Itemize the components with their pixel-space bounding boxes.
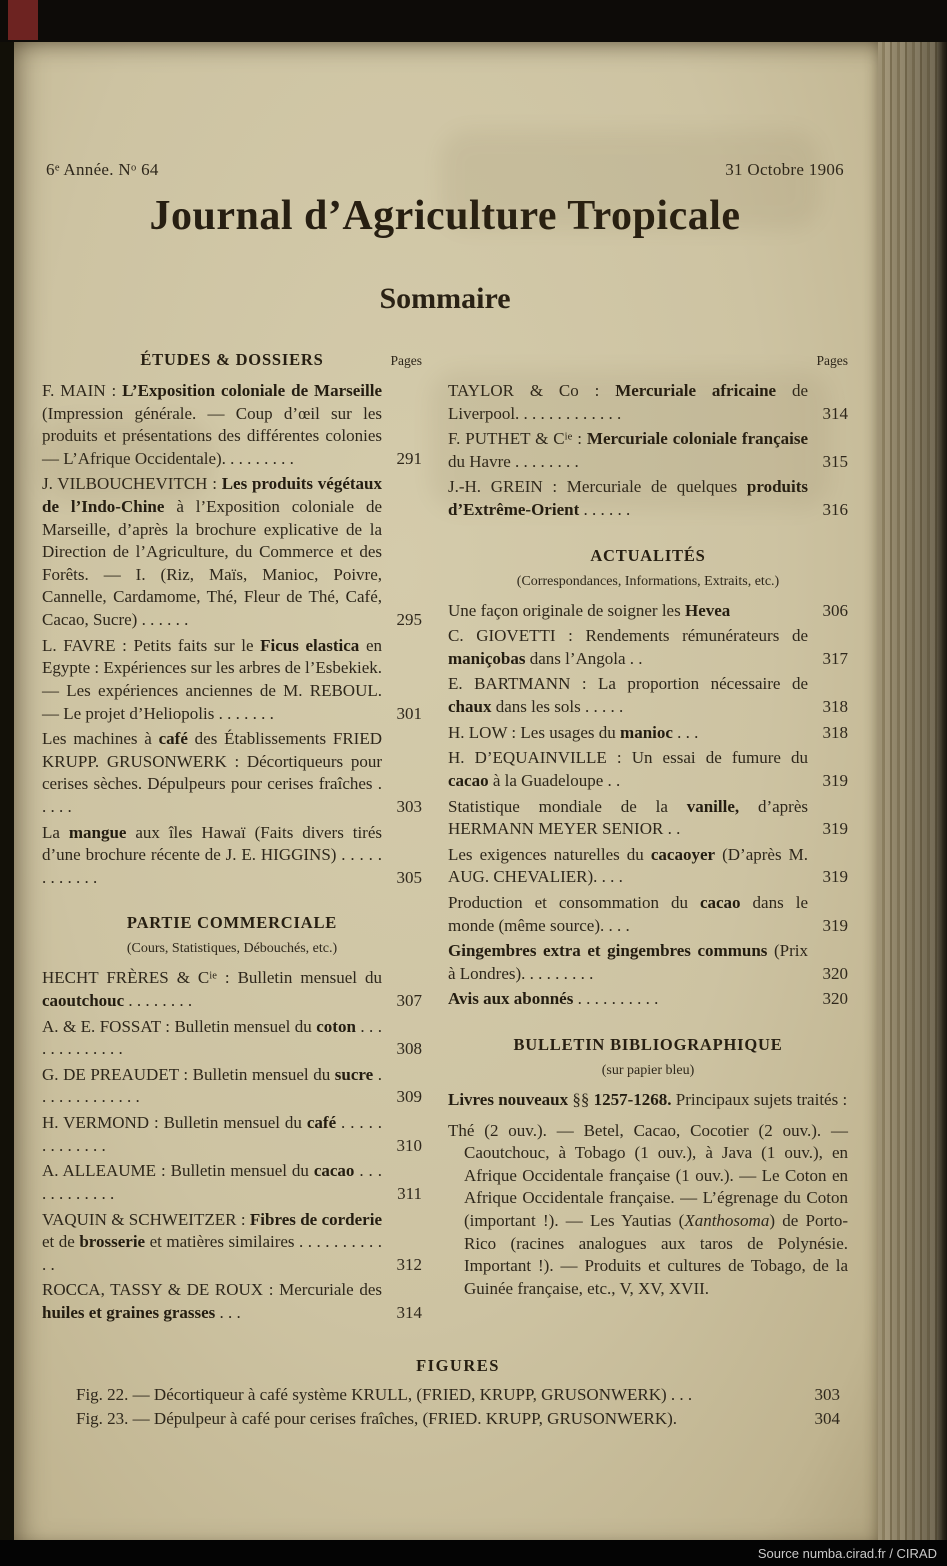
section-header bbox=[42, 913, 422, 933]
text-segment: manioc bbox=[620, 722, 673, 742]
toc-entry bbox=[42, 473, 422, 631]
entry-page-number: 317 bbox=[822, 648, 848, 668]
toc-entry bbox=[42, 380, 422, 470]
entry-text bbox=[42, 968, 382, 1010]
text-segment: et matières similaires . . . . . . . . . . . . bbox=[42, 1232, 382, 1274]
text-segment: Mercuriale africaine bbox=[615, 381, 777, 400]
text-segment: cacao bbox=[448, 770, 489, 790]
text-segment: à l’Exposition coloniale de Marseille, d’après la brochure explicative de la Direction de l’Agriculture, du Commerce et des Forêts. — I. (Riz, Maïs, Manioc, Poivre, Cannelle, Cardamome, Thé, Fleur de Thé, Café, Cacao, Sucre) . . . . . . bbox=[42, 497, 383, 630]
text-segment: Xanthosoma bbox=[684, 1211, 770, 1231]
toc-entry bbox=[448, 673, 848, 718]
entry-page-number: 318 bbox=[822, 722, 848, 742]
book-page-edges bbox=[877, 42, 947, 1540]
entry-page-number: 319 bbox=[822, 770, 848, 790]
text-segment: aux îles Hawaï (Faits divers tirés d’une brochure récente de J. E. HIGGINS) . . . . . . . . . . . . bbox=[42, 822, 382, 887]
entry-text bbox=[448, 989, 658, 1008]
toc-section bbox=[448, 546, 848, 1011]
text-segment: Ficus elastica bbox=[260, 635, 360, 655]
toc-entry bbox=[448, 844, 848, 889]
section-title: ÉTUDES & DOSSIERS bbox=[140, 350, 324, 369]
entry-text bbox=[76, 1409, 677, 1428]
entry-page-number: 315 bbox=[822, 451, 848, 471]
text-segment: ie bbox=[209, 970, 217, 982]
entry-text bbox=[42, 636, 382, 723]
section-subheading: (sur papier bleu) bbox=[601, 1063, 695, 1079]
entry-page-number: 309 bbox=[396, 1087, 422, 1107]
entry-page-number: 308 bbox=[396, 1039, 422, 1059]
text-segment: Gingembres extra et gingembres communs bbox=[448, 941, 768, 961]
toc-right-column bbox=[448, 350, 848, 1328]
text-segment: maniçobas bbox=[448, 648, 526, 668]
text-segment: Fig. 23. — Dépulpeur à café pour cerises fraîches, (FRIED. KRUPP, GRUSONWERK). bbox=[76, 1409, 678, 1429]
text-segment: de Liverpool. . . . . . . . . . . . . bbox=[448, 381, 808, 423]
text-segment: . . . bbox=[215, 1302, 241, 1322]
sommaire-title: Sommaire bbox=[379, 282, 511, 315]
text-segment: vanille, bbox=[686, 796, 740, 816]
pages-column-label: Pages bbox=[390, 353, 422, 368]
toc-section bbox=[448, 1035, 848, 1300]
toc-section bbox=[42, 913, 422, 1324]
entry-page-number: 314 bbox=[396, 1302, 422, 1322]
entry-text bbox=[448, 797, 808, 839]
entry-text bbox=[448, 748, 808, 790]
bibliography-paragraph bbox=[448, 1089, 848, 1112]
text-segment: Les machines à bbox=[42, 729, 159, 749]
entry-text bbox=[42, 1210, 382, 1274]
text-segment: ROCCA, TASSY & DE ROUX : Mercuriale des bbox=[42, 1280, 382, 1300]
text-segment: Année. N bbox=[59, 160, 131, 179]
journal-title: Journal d’Agriculture Tropicale bbox=[149, 193, 741, 239]
text-segment: L. FAVRE : Petits faits sur le bbox=[42, 635, 261, 655]
toc-entry bbox=[42, 1160, 422, 1205]
issue-number bbox=[46, 160, 159, 180]
section-header bbox=[448, 546, 848, 566]
toc-entry bbox=[42, 1016, 422, 1061]
entry-page-number: 319 bbox=[822, 819, 848, 839]
entry-text bbox=[42, 1017, 382, 1059]
toc-entry bbox=[448, 428, 848, 473]
toc-entry bbox=[448, 476, 848, 521]
text-segment: Principaux sujets traités : bbox=[671, 1090, 848, 1110]
text-segment: produits d’Extrême-Orient bbox=[448, 477, 808, 520]
entry-text bbox=[448, 429, 808, 471]
toc-entry bbox=[448, 380, 848, 425]
toc-left-column bbox=[42, 350, 422, 1328]
entry-page-number: 319 bbox=[822, 915, 848, 935]
text-segment: Thé (2 ouv.). — Betel, Cacao, Cocotier (2 ouv.). — Caoutchouc, à Tobago (1 ouv.), à Java (1 ouv.), en Afrique Occidentale française (1 ouv.). — Le Coton en Afrique Occidentale française. — L’égrenage du Coton (important !). — Les Yautias ( bbox=[448, 1120, 848, 1231]
toc-entry bbox=[42, 822, 422, 890]
text-segment: 6 bbox=[46, 160, 55, 179]
text-segment: : Bulletin mensuel du bbox=[216, 968, 383, 988]
entry-text bbox=[448, 893, 808, 935]
section-header bbox=[448, 350, 848, 370]
entry-page-number: 295 bbox=[396, 610, 422, 630]
entry-page-number: 312 bbox=[396, 1254, 422, 1274]
entry-text bbox=[42, 1280, 382, 1322]
text-segment: . . . . . . . . . . . . bbox=[42, 1161, 382, 1203]
entry-text bbox=[448, 845, 808, 887]
text-segment: et de bbox=[42, 1232, 80, 1252]
entry-text bbox=[42, 1161, 382, 1203]
text-segment: caoutchouc bbox=[42, 991, 125, 1011]
text-segment: coton bbox=[316, 1016, 356, 1036]
text-segment: Les produits végétaux de l’Indo-Chine bbox=[42, 474, 382, 517]
text-segment: VAQUIN & SCHWEITZER : bbox=[42, 1209, 250, 1229]
masthead bbox=[42, 160, 848, 180]
text-segment: Une façon originale de soigner les bbox=[448, 600, 685, 620]
text-segment: . . . . . . . . bbox=[124, 991, 193, 1011]
source-credit: Source numba.cirad.fr / CIRAD bbox=[757, 1545, 937, 1561]
text-segment: e bbox=[54, 162, 60, 174]
entry-text bbox=[448, 626, 808, 668]
text-segment: d’après HERMANN MEYER SENIOR . . bbox=[448, 796, 808, 839]
text-segment: . . . . . . . . . . . . . bbox=[42, 1016, 382, 1059]
text-segment: Fig. 22. — Décortiqueur à café système KRULL, (FRIED, KRUPP, GRUSONWERK) . . . bbox=[76, 1384, 693, 1404]
text-segment: Avis aux abonnés bbox=[448, 989, 574, 1009]
toc-entry bbox=[448, 747, 848, 792]
toc-entry bbox=[42, 728, 422, 818]
text-segment: cacao bbox=[313, 1161, 355, 1181]
text-segment: HECHT FRÈRES & C bbox=[42, 968, 210, 988]
text-segment: L’Exposition coloniale de Marseille bbox=[122, 381, 382, 400]
text-segment: . . . . . . . . . . . . . bbox=[42, 1113, 382, 1155]
text-segment: F. MAIN : bbox=[42, 381, 123, 400]
text-segment: huiles et graines grasses bbox=[42, 1302, 216, 1322]
text-segment: cacao bbox=[699, 892, 741, 912]
entry-page-number: 303 bbox=[396, 796, 422, 816]
text-segment: C. GIOVETTI : Rendements rémunérateurs de bbox=[448, 626, 808, 646]
entry-page-number: 320 bbox=[822, 963, 848, 983]
text-segment: J. VILBOUCHEVITCH : bbox=[42, 474, 222, 494]
text-segment: La bbox=[42, 822, 69, 842]
scan-bottom-bar bbox=[0, 1540, 947, 1566]
text-segment: F. PUTHET & C bbox=[448, 429, 565, 449]
text-segment: ie bbox=[564, 431, 573, 443]
text-segment: (D’après M. AUG. CHEVALIER). . . . bbox=[448, 844, 808, 887]
text-segment: ) de Porto-Rico (racines analogues aux taros de Polynésie. Important !). — Produits et cultures de Tobago, de la Guinée française, etc., V, XV, XVII. bbox=[464, 1211, 848, 1298]
toc-entry bbox=[76, 1408, 840, 1431]
text-segment: des Établissements FRIED KRUPP. GRUSONWERK : Décortiqueurs pour cerises sèches. Dépulpeurs pour cerises fraîches . . . . . bbox=[42, 729, 382, 816]
text-segment: du Havre . . . . . . . . bbox=[448, 451, 579, 471]
toc-entry bbox=[448, 600, 848, 623]
entry-text bbox=[448, 723, 698, 742]
toc-section bbox=[448, 350, 848, 522]
toc-entry bbox=[42, 1064, 422, 1109]
text-segment: §§ bbox=[568, 1090, 594, 1110]
toc-entry bbox=[42, 1112, 422, 1157]
entry-text bbox=[42, 474, 382, 629]
text-segment: . . . . . . bbox=[579, 500, 631, 520]
figures-heading: FIGURES bbox=[416, 1355, 500, 1375]
section-header bbox=[448, 1035, 848, 1055]
text-segment: Mercuriale coloniale française bbox=[586, 429, 808, 449]
section-subheading: (Correspondances, Informations, Extraits, etc.) bbox=[516, 573, 780, 589]
text-segment: dans l’Angola . . bbox=[525, 648, 643, 668]
text-segment: Production et consommation du bbox=[448, 892, 700, 912]
toc-section bbox=[42, 350, 422, 889]
entry-text bbox=[42, 381, 382, 468]
toc-entry bbox=[42, 967, 422, 1012]
issue-date: 31 Octobre 1906 bbox=[725, 160, 844, 179]
entry-text bbox=[448, 477, 808, 519]
text-segment: (Impression générale. — Coup d’œil sur les produits et présentations des différentes colonies — L’Afrique Occidentale). . . . . . . . . bbox=[42, 403, 382, 468]
text-segment: café bbox=[158, 729, 188, 749]
text-segment: o bbox=[130, 162, 137, 174]
text-segment: cacaoyer bbox=[650, 844, 716, 864]
text-segment: Fibres de corderie bbox=[249, 1209, 382, 1229]
entry-page-number: 311 bbox=[397, 1183, 422, 1203]
toc-entry bbox=[448, 988, 848, 1011]
text-segment: A. ALLEAUME : Bulletin mensuel du bbox=[42, 1161, 314, 1181]
text-segment: à la Guadeloupe . . bbox=[488, 770, 621, 790]
text-segment: dans le monde (même source). . . . bbox=[448, 892, 808, 935]
entry-page-number: 301 bbox=[396, 703, 422, 723]
text-segment: . . . . . . . . . . . . . bbox=[42, 1064, 383, 1107]
text-segment: brosserie bbox=[79, 1232, 146, 1252]
entry-page-number: 319 bbox=[822, 867, 848, 887]
text-segment: 64 bbox=[136, 160, 159, 179]
text-segment: Livres nouveaux bbox=[448, 1090, 569, 1110]
entry-text bbox=[448, 381, 808, 423]
entry-text bbox=[42, 729, 382, 816]
entry-text bbox=[448, 674, 808, 716]
text-segment: H. VERMOND : Bulletin mensuel du bbox=[42, 1113, 307, 1133]
text-segment: E. BARTMANN : La proportion nécessaire de bbox=[448, 674, 808, 694]
entry-page-number: 305 bbox=[396, 867, 422, 887]
bibliography-paragraph bbox=[448, 1120, 848, 1301]
text-segment: : bbox=[572, 429, 587, 449]
text-segment: Hevea bbox=[684, 600, 731, 620]
entry-page-number: 307 bbox=[396, 991, 422, 1011]
toc-entry bbox=[42, 635, 422, 725]
scan-top-edge bbox=[0, 0, 947, 42]
entry-text bbox=[42, 823, 382, 887]
text-segment: 1257-1268. bbox=[593, 1090, 672, 1110]
entry-page-number: 318 bbox=[822, 697, 848, 717]
toc-entry bbox=[76, 1384, 840, 1407]
text-segment: H. LOW : Les usages du bbox=[448, 722, 621, 742]
section-header bbox=[42, 350, 422, 370]
section-subheading: (Cours, Statistiques, Débouchés, etc.) bbox=[126, 941, 338, 957]
entry-page-number: 303 bbox=[814, 1384, 840, 1404]
text-segment: Les exigences naturelles du bbox=[448, 844, 651, 864]
toc-columns bbox=[42, 350, 848, 1328]
pages-column-label: Pages bbox=[816, 353, 848, 368]
entry-text bbox=[448, 601, 730, 620]
entry-text bbox=[76, 1385, 692, 1404]
entry-page-number: 316 bbox=[822, 500, 848, 520]
text-segment: TAYLOR & Co : bbox=[448, 381, 616, 400]
entry-text bbox=[448, 941, 808, 983]
entry-text bbox=[42, 1113, 382, 1155]
toc-entry bbox=[448, 892, 848, 937]
text-segment: J.-H. GREIN : Mercuriale de quelques bbox=[448, 477, 747, 497]
figures-section bbox=[42, 1356, 848, 1431]
section-title: PARTIE COMMERCIALE bbox=[126, 913, 338, 933]
toc-entry bbox=[448, 722, 848, 745]
toc-entry bbox=[448, 625, 848, 670]
text-segment: G. DE PREAUDET : Bulletin mensuel du bbox=[42, 1064, 335, 1084]
entry-text bbox=[42, 1065, 382, 1107]
entry-page-number: 310 bbox=[396, 1135, 422, 1155]
text-segment: chaux bbox=[448, 697, 492, 717]
entry-page-number: 320 bbox=[822, 989, 848, 1009]
toc-entry bbox=[448, 796, 848, 841]
section-title: ACTUALITÉS bbox=[590, 545, 706, 565]
entry-page-number: 304 bbox=[814, 1409, 840, 1429]
text-segment: (Prix à Londres). . . . . . . . . bbox=[448, 941, 808, 983]
text-segment: . . . bbox=[672, 722, 699, 742]
toc-entry bbox=[42, 1209, 422, 1277]
text-segment: H. D’EQUAINVILLE : Un essai de fumure du bbox=[448, 748, 808, 768]
toc-entry bbox=[448, 940, 848, 985]
toc-entry bbox=[42, 1279, 422, 1324]
text-segment: mangue bbox=[68, 822, 127, 842]
section-title: BULLETIN BIBLIOGRAPHIQUE bbox=[513, 1035, 783, 1055]
text-segment: sucre bbox=[334, 1064, 374, 1084]
text-segment: dans les sols . . . . . bbox=[491, 697, 624, 717]
text-segment: A. & E. FOSSAT : Bulletin mensuel du bbox=[42, 1016, 317, 1036]
book-spine-fragment bbox=[8, 0, 38, 40]
text-segment: Statistique mondiale de la bbox=[448, 796, 687, 816]
text-segment: en Egypte : Expériences sur les arbres de l’Esbekiek. — Les expériences anciennes de M. REBOUL. — Le projet d’Heliopolis . . . . . . . bbox=[42, 635, 382, 723]
entry-page-number: 314 bbox=[822, 403, 848, 423]
text-segment: . . . . . . . . . . bbox=[573, 989, 659, 1009]
text-segment: café bbox=[306, 1113, 337, 1133]
journal-page bbox=[14, 42, 878, 1540]
entry-page-number: 291 bbox=[396, 448, 422, 468]
entry-page-number: 306 bbox=[822, 600, 848, 620]
